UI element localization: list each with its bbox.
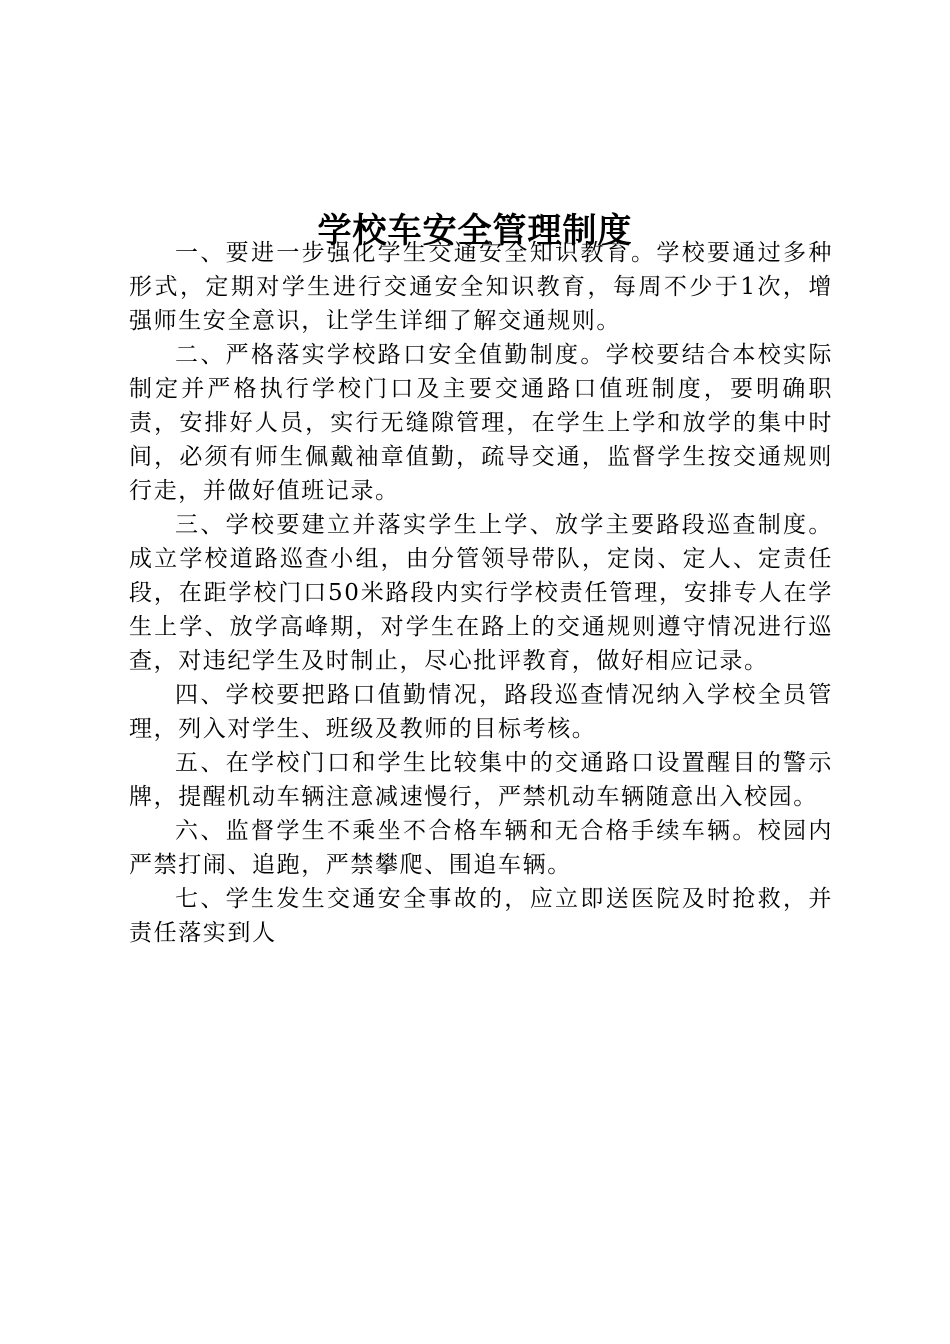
paragraph-1: 一、要进一步强化学生交通安全知识教育。学校要通过多种形式，定期对学生进行交通安全知识教育，每周不少于1次，增强师生安全意识，让学生详细了解交通规则。 xyxy=(129,240,833,334)
document-title: 学校车安全管理制度 xyxy=(317,210,633,251)
paragraph-5: 五、在学校门口和学生比较集中的交通路口设置醒目的警示牌，提醒机动车辆注意减速慢行，严禁机动车辆随意出入校园。 xyxy=(129,750,833,810)
document-body xyxy=(129,236,833,950)
paragraph-3: 三、学校要建立并落实学生上学、放学主要路段巡查制度。成立学校道路巡查小组，由分管领导带队，定岗、定人、定责任段，在距学校门口50米路段内实行学校责任管理，安排专人在学生上学、放学高峰期，对学生在路上的交通规则遵守情况进行巡查，对违纪学生及时制止，尽心批评教育，做好相应记录。 xyxy=(129,512,833,674)
paragraph-6: 六、监督学生不乘坐不合格车辆和无合格手续车辆。校园内严禁打闹、追跑，严禁攀爬、围追车辆。 xyxy=(129,818,833,878)
paragraph-7: 七、学生发生交通安全事故的，应立即送医院及时抢救，并责任落实到人 xyxy=(129,886,833,946)
paragraph-4: 四、学校要把路口值勤情况，路段巡查情况纳入学校全员管理，列入对学生、班级及教师的目标考核。 xyxy=(129,682,833,742)
paragraph-2: 二、严格落实学校路口安全值勤制度。学校要结合本校实际制定并严格执行学校门口及主要交通路口值班制度，要明确职责，安排好人员，实行无缝隙管理，在学生上学和放学的集中时间，必须有师生佩戴袖章值勤，疏导交通，监督学生按交通规则行走，并做好值班记录。 xyxy=(129,342,833,504)
